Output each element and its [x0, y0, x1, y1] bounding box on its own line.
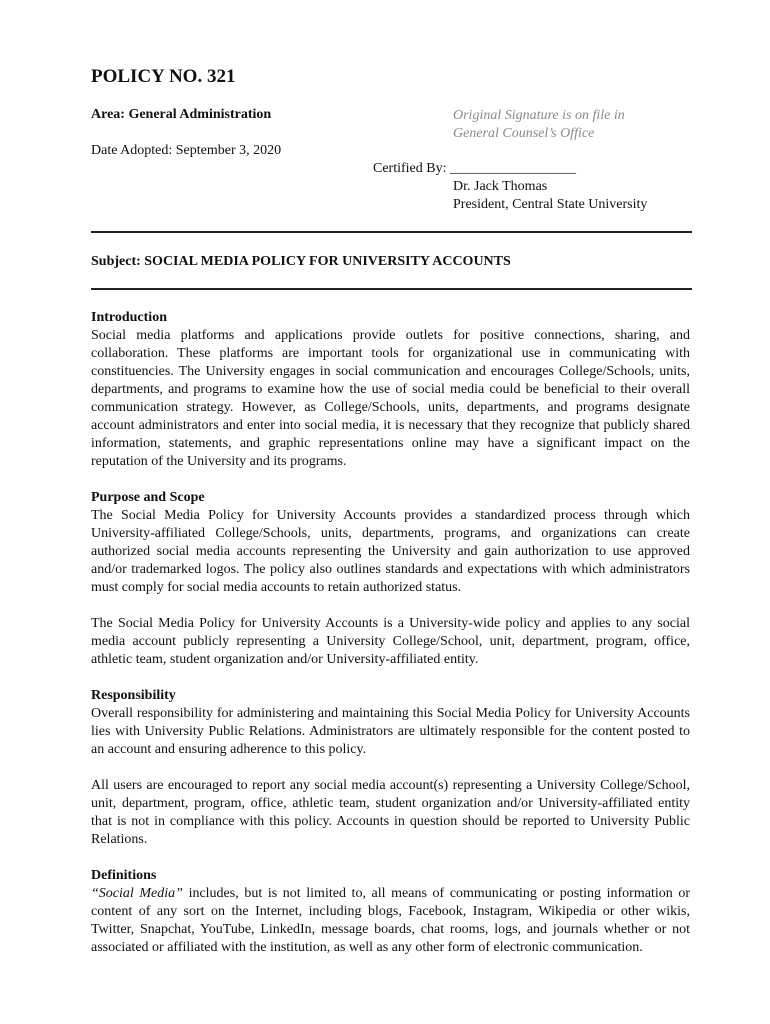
paragraph: All users are encouraged to report any social media account(s) representing a University College/School, unit, department, program, office, athletic team, student organization and/or University-affiliated entity that is not in compliance with this policy. Accounts in question should be reported to University Public Relations. — [91, 778, 690, 847]
bottom-divider — [91, 288, 692, 290]
definition-text: includes, but is not limited to, all means of communicating or posting information or content of any sort on the Internet, including blogs, Facebook, Instagram, Wikipedia or other wikis, Twitter, Snapchat, YouTube, LinkedIn, message boards, chat rooms, logs, and journals whether or not associated or affiliated with the institution, as well as any other form of electronic communication. — [91, 886, 690, 955]
paragraph: The Social Media Policy for University Accounts provides a standardized process through which University-affiliated College/Schools, units, departments, programs, and organizations can create authorized social media accounts representing the University and gain authorization to use approved and/or trademarked logos. The policy also outlines standards and expectations with which administrators must comply for social media accounts to retain authorized status. — [91, 508, 690, 595]
section-heading: Definitions — [91, 868, 157, 883]
defined-term: “Social Media” — [91, 886, 183, 901]
signature-note-line1: Original Signature is on file in — [453, 108, 625, 123]
date-adopted: Date Adopted: September 3, 2020 — [91, 143, 282, 158]
policy-body — [91, 309, 690, 975]
policy-area: Area: General Administration — [91, 107, 272, 122]
section-heading: Responsibility — [91, 688, 176, 703]
policy-title: POLICY NO. 321 — [91, 66, 236, 87]
signer-title: President, Central State University — [453, 197, 648, 212]
signer-block — [453, 178, 647, 214]
certified-by-line: Certified By: __________________ — [373, 161, 576, 176]
section-purpose-and-scope — [91, 489, 690, 669]
paragraph: Social media platforms and applications provide outlets for positive connections, sharing, and collaboration. These platforms are important tools for organizational use in communicating with constituencies. The University engages in social communication and encourages College/Schools, units, departments, and programs to examine how the use of social media could be beneficial to their overall communication strategy. However, as College/Schools, units, departments, and programs designate account administrators and enter into social media, it is necessary that they recognize that publicly shared information, statements, and graphic representations online may have a significant impact on the reputation of the University and its programs. — [91, 328, 690, 469]
paragraph — [91, 885, 690, 957]
signature-note — [453, 107, 625, 143]
section-definitions — [91, 867, 690, 957]
section-introduction — [91, 309, 690, 471]
top-divider — [91, 231, 692, 233]
policy-subject: Subject: SOCIAL MEDIA POLICY FOR UNIVERSITY ACCOUNTS — [91, 254, 511, 269]
signer-name: Dr. Jack Thomas — [453, 179, 548, 194]
paragraph: The Social Media Policy for University Accounts is a University-wide policy and applies to any social media account publicly representing a University College/School, unit, department, program, office, athletic team, student organization and/or University-affiliated entity. — [91, 616, 690, 667]
section-heading: Introduction — [91, 310, 167, 325]
section-heading: Purpose and Scope — [91, 490, 205, 505]
section-responsibility — [91, 687, 690, 849]
paragraph: Overall responsibility for administering and maintaining this Social Media Policy for University Accounts lies with University Public Relations. Administrators are ultimately responsible for the content posted to an account and ensuring adherence to this policy. — [91, 706, 690, 757]
signature-note-line2: General Counsel’s Office — [453, 126, 595, 141]
